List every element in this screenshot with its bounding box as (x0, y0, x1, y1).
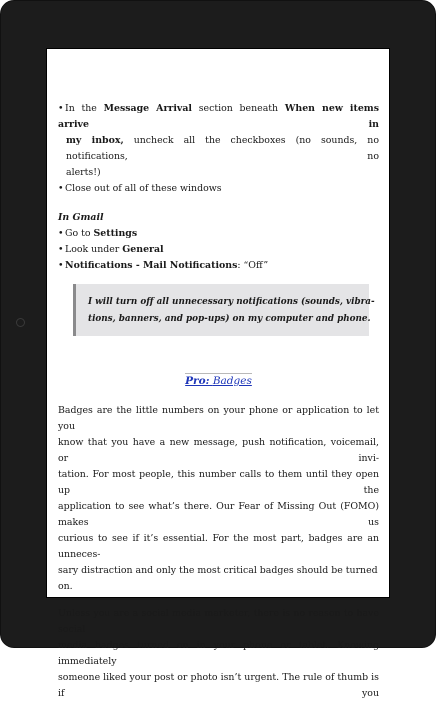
paragraph-line: Badges are the little numbers on your phone or application to let you (58, 405, 379, 432)
list-item-continued: my inbox, uncheck all the checkboxes (no sounds, no notifications, no (66, 135, 379, 162)
page-content (58, 101, 379, 702)
paragraph-line: application to see what’s there. Our Fear of Missing Out (FOMO) makes us (58, 501, 379, 528)
list-item: •Go to Settings (58, 228, 138, 239)
list-item: •Look under General (58, 244, 164, 255)
paragraph-line: sary distraction and only the most critical badges should be turned on. (58, 565, 378, 592)
callout-line: I will turn off all unnecessary notifications (sounds, vibra- (88, 297, 375, 307)
camera-icon (16, 318, 25, 327)
paragraph (58, 403, 379, 595)
callout-box (73, 284, 375, 336)
section-heading: In Gmail (58, 212, 104, 223)
paragraph (58, 606, 379, 702)
pro-tip-link[interactable]: Pro: Badges (185, 375, 252, 387)
paragraph-line: someone liked your post or photo isn’t urgent. The rule of thumb is if you (58, 672, 379, 699)
paragraph-line: Unless you are a social media marketer, there is no reason to have social (58, 608, 379, 635)
paragraph-line: media badges turned on in your phone or tablet. Knowing immediately (58, 640, 379, 667)
list-item-continued: alerts!) (66, 167, 101, 178)
pro-tip-heading (58, 369, 379, 387)
paragraph-line: know that you have a new message, push notification, voicemail, or invi- (58, 437, 379, 464)
paragraph-line: tation. For most people, this number calls to them until they open up the (58, 469, 379, 496)
callout-line: tions, banners, and pop-ups) on my computer and phone. (88, 314, 371, 324)
list-item: •Close out of all of these windows (58, 183, 222, 194)
list-item: •In the Message Arrival section beneath When new items arrive in (58, 103, 379, 130)
ebook-page[interactable] (46, 48, 390, 699)
list-item: •Notifications - Mail Notifications: “Off” (58, 260, 269, 271)
paragraph-line: curious to see if it’s essential. For the most part, badges are an unneces- (58, 533, 379, 560)
